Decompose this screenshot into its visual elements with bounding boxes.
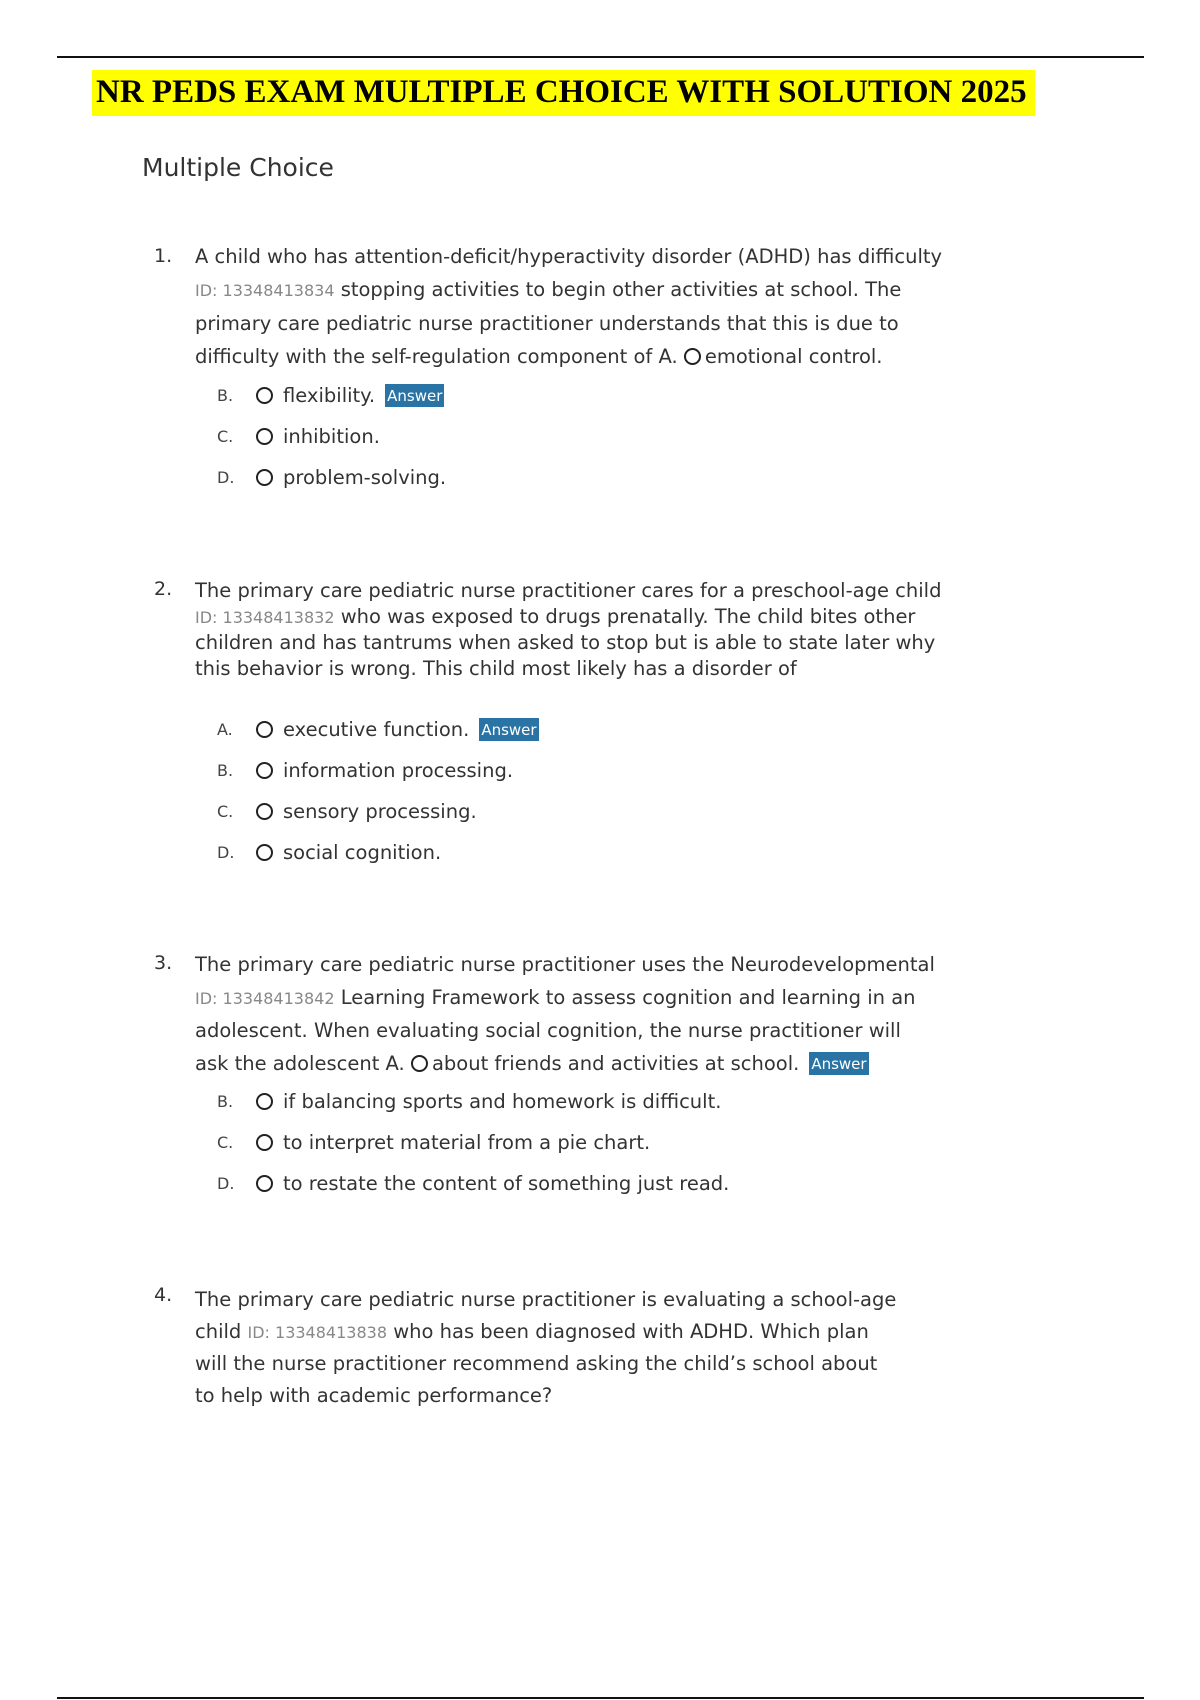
question-id: ID: 13348413832 xyxy=(195,607,335,627)
option-letter: B. xyxy=(217,1092,234,1111)
option-radio[interactable] xyxy=(256,428,273,445)
option-a-radio[interactable] xyxy=(411,1055,428,1072)
section-heading: Multiple Choice xyxy=(142,153,334,182)
option-radio[interactable] xyxy=(256,844,273,861)
stem-line: primary care pediatric nurse practitioner understands that this is due to xyxy=(195,312,899,335)
question-id: ID: 13348413834 xyxy=(195,281,335,300)
answer-badge: Answer xyxy=(479,718,538,741)
option-content xyxy=(283,717,539,743)
bottom-rule xyxy=(57,1697,1144,1699)
question-stem xyxy=(195,578,1065,681)
answer-badge: Answer xyxy=(809,1052,868,1075)
option-a-text: about friends and activities at school. xyxy=(431,1051,800,1075)
option-a[interactable] xyxy=(0,716,1200,748)
question-stem xyxy=(195,240,1065,373)
option-letter: C. xyxy=(217,1133,234,1152)
question-stem xyxy=(195,949,1065,1080)
option-letter: C. xyxy=(217,802,234,821)
stem-line: The primary care pediatric nurse practitioner is evaluating a school-age xyxy=(195,1288,897,1311)
option-text: flexibility. xyxy=(283,384,376,407)
option-text: inhibition. xyxy=(283,425,380,448)
option-c[interactable] xyxy=(0,1129,1200,1161)
stem-line: adolescent. When evaluating social cognition, the nurse practitioner will xyxy=(195,1019,901,1042)
option-b[interactable] xyxy=(0,757,1200,789)
option-letter: A. xyxy=(217,720,233,739)
stem-line: Learning Framework to assess cognition and learning in an xyxy=(334,985,916,1009)
option-text: to interpret material from a pie chart. xyxy=(283,1131,651,1154)
question-id: ID: 13348413838 xyxy=(247,1322,387,1342)
question-stem xyxy=(195,1284,1025,1411)
stem-line: to help with academic performance? xyxy=(195,1383,553,1407)
question-number: 2. xyxy=(154,578,173,600)
stem-line: will the nurse practitioner recommend asking the child’s school about xyxy=(195,1352,878,1375)
option-text: executive function. xyxy=(283,718,470,741)
option-text: information processing. xyxy=(283,759,514,782)
option-letter: D. xyxy=(217,468,235,487)
stem-line: children and has tantrums when asked to stop but is able to state later why xyxy=(195,631,936,654)
option-a-radio[interactable] xyxy=(684,348,701,365)
stem-line: The primary care pediatric nurse practitioner uses the Neurodevelopmental xyxy=(195,953,935,976)
option-letter: C. xyxy=(217,427,234,446)
option-radio[interactable] xyxy=(256,1093,273,1110)
document-title: NR PEDS EXAM MULTIPLE CHOICE WITH SOLUTION 2025 xyxy=(92,70,1035,116)
option-b[interactable] xyxy=(0,1088,1200,1120)
stem-line: child xyxy=(195,1319,248,1343)
option-letter: B. xyxy=(217,761,234,780)
stem-line: this behavior is wrong. This child most likely has a disorder of xyxy=(195,656,797,680)
option-d[interactable] xyxy=(0,839,1200,871)
stem-line: A child who has attention-deficit/hyperactivity disorder (ADHD) has difficulty xyxy=(195,245,943,268)
option-letter: D. xyxy=(217,1174,235,1193)
option-c[interactable] xyxy=(0,798,1200,830)
option-radio[interactable] xyxy=(256,387,273,404)
option-text: social cognition. xyxy=(283,841,442,864)
answer-badge: Answer xyxy=(385,384,444,407)
stem-line: difficulty with the self-regulation component of A. xyxy=(195,345,678,368)
option-radio[interactable] xyxy=(256,803,273,820)
stem-line: ask the adolescent A. xyxy=(195,1051,405,1075)
option-d[interactable] xyxy=(0,464,1200,496)
option-letter: D. xyxy=(217,843,235,862)
option-c[interactable] xyxy=(0,423,1200,455)
option-text: problem-solving. xyxy=(283,466,447,489)
option-radio[interactable] xyxy=(256,1175,273,1192)
question-id: ID: 13348413842 xyxy=(195,988,335,1008)
option-radio[interactable] xyxy=(256,762,273,779)
stem-line: stopping activities to begin other activities at school. The xyxy=(334,278,902,301)
option-radio[interactable] xyxy=(256,721,273,738)
question-number: 3. xyxy=(154,952,173,974)
stem-line: The primary care pediatric nurse practitioner cares for a preschool-age child xyxy=(195,579,942,602)
option-b[interactable] xyxy=(0,382,1200,414)
option-text: if balancing sports and homework is difficult. xyxy=(283,1090,722,1113)
option-d[interactable] xyxy=(0,1170,1200,1202)
question-number: 1. xyxy=(154,245,173,267)
stem-line: who has been diagnosed with ADHD. Which plan xyxy=(387,1319,869,1343)
stem-line: who was exposed to drugs prenatally. The child bites other xyxy=(334,604,916,628)
option-radio[interactable] xyxy=(256,1134,273,1151)
option-radio[interactable] xyxy=(256,469,273,486)
top-rule xyxy=(57,56,1144,58)
option-text: to restate the content of something just read. xyxy=(283,1172,730,1195)
option-text: sensory processing. xyxy=(283,800,477,823)
option-a-text: emotional control. xyxy=(704,345,883,368)
option-letter: B. xyxy=(217,386,234,405)
question-number: 4. xyxy=(154,1284,173,1306)
option-content xyxy=(283,383,444,409)
